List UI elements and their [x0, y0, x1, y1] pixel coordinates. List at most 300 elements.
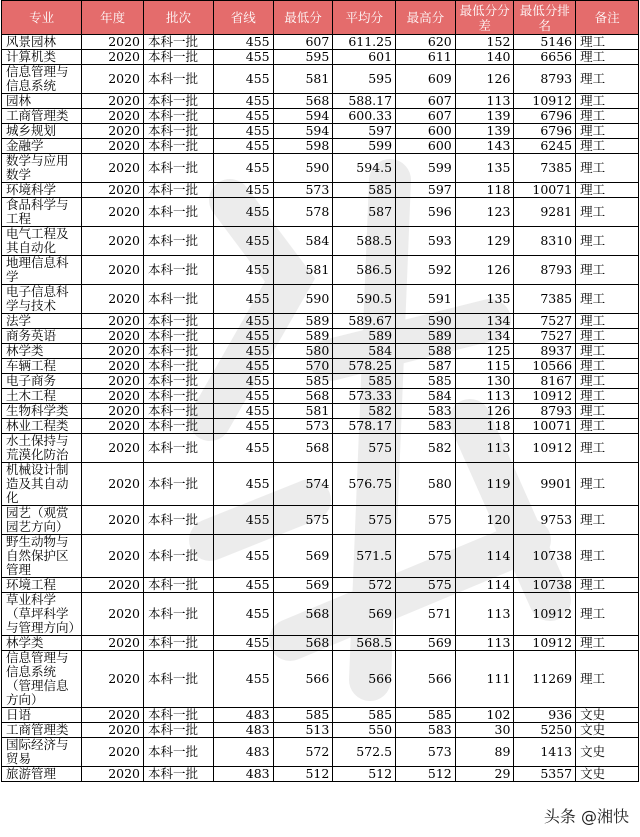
cell-major: 林学类 [2, 344, 82, 359]
cell-max: 591 [396, 285, 456, 314]
cell-min: 573 [273, 183, 333, 198]
table-row [2, 256, 639, 285]
cell-avg: 611.25 [333, 35, 396, 50]
header-avg: 平均分 [333, 1, 396, 35]
cell-diff: 152 [455, 35, 514, 50]
header-line: 省线 [213, 1, 273, 35]
cell-batch: 本科一批 [144, 124, 214, 139]
cell-rank: 10071 [514, 419, 576, 434]
cell-rank: 5357 [514, 767, 576, 782]
cell-year: 2020 [82, 314, 144, 329]
cell-avg: 590.5 [333, 285, 396, 314]
cell-rank: 8167 [514, 374, 576, 389]
cell-max: 596 [396, 198, 456, 227]
cell-max: 600 [396, 139, 456, 154]
cell-major: 生物科学类 [2, 404, 82, 419]
cell-line: 455 [213, 593, 273, 636]
cell-note: 理工 [576, 463, 639, 506]
cell-max: 607 [396, 109, 456, 124]
cell-avg: 572 [333, 578, 396, 593]
table-row [2, 94, 639, 109]
cell-rank: 7527 [514, 329, 576, 344]
cell-avg: 588.5 [333, 227, 396, 256]
cell-min: 585 [273, 374, 333, 389]
cell-min: 568 [273, 593, 333, 636]
cell-max: 592 [396, 256, 456, 285]
cell-avg: 512 [333, 767, 396, 782]
cell-min: 584 [273, 227, 333, 256]
cell-batch: 本科一批 [144, 374, 214, 389]
cell-major: 工商管理类 [2, 109, 82, 124]
cell-avg: 585 [333, 374, 396, 389]
cell-major: 城乡规划 [2, 124, 82, 139]
cell-major: 商务英语 [2, 329, 82, 344]
cell-line: 455 [213, 578, 273, 593]
table-row [2, 285, 639, 314]
cell-year: 2020 [82, 404, 144, 419]
cell-batch: 本科一批 [144, 708, 214, 723]
cell-note: 理工 [576, 419, 639, 434]
cell-batch: 本科一批 [144, 434, 214, 463]
cell-major: 地理信息科学 [2, 256, 82, 285]
cell-max: 575 [396, 506, 456, 535]
cell-line: 483 [213, 708, 273, 723]
cell-max: 512 [396, 767, 456, 782]
cell-batch: 本科一批 [144, 767, 214, 782]
table-row [2, 344, 639, 359]
cell-line: 483 [213, 738, 273, 767]
table-row [2, 389, 639, 404]
cell-line: 455 [213, 651, 273, 708]
cell-max: 593 [396, 227, 456, 256]
cell-rank: 8793 [514, 256, 576, 285]
cell-min: 566 [273, 651, 333, 708]
cell-diff: 113 [455, 593, 514, 636]
cell-max: 566 [396, 651, 456, 708]
cell-rank: 8310 [514, 227, 576, 256]
cell-year: 2020 [82, 94, 144, 109]
cell-avg: 571.5 [333, 535, 396, 578]
cell-note: 理工 [576, 578, 639, 593]
cell-note: 理工 [576, 389, 639, 404]
cell-note: 理工 [576, 227, 639, 256]
cell-rank: 8937 [514, 344, 576, 359]
cell-major: 环境工程 [2, 578, 82, 593]
cell-line: 483 [213, 723, 273, 738]
cell-year: 2020 [82, 738, 144, 767]
cell-avg: 587 [333, 198, 396, 227]
cell-major: 车辆工程 [2, 359, 82, 374]
cell-rank: 10912 [514, 636, 576, 651]
cell-note: 理工 [576, 256, 639, 285]
cell-avg: 588.17 [333, 94, 396, 109]
cell-diff: 119 [455, 463, 514, 506]
footer-watermark-text: 头条 @湘快 [541, 804, 632, 827]
cell-major: 信息管理与信息系统（管理信息方向） [2, 651, 82, 708]
cell-diff: 135 [455, 154, 514, 183]
cell-major: 林学类 [2, 636, 82, 651]
cell-rank: 5146 [514, 35, 576, 50]
cell-major: 电气工程及其自动化 [2, 227, 82, 256]
cell-note: 理工 [576, 636, 639, 651]
cell-note: 文史 [576, 767, 639, 782]
cell-major: 计算机类 [2, 50, 82, 65]
cell-min: 580 [273, 344, 333, 359]
cell-year: 2020 [82, 183, 144, 198]
cell-major: 林业工程类 [2, 419, 82, 434]
cell-line: 455 [213, 65, 273, 94]
cell-major: 园林 [2, 94, 82, 109]
cell-avg: 569 [333, 593, 396, 636]
cell-diff: 126 [455, 404, 514, 419]
header-year: 年度 [82, 1, 144, 35]
cell-year: 2020 [82, 329, 144, 344]
cell-note: 理工 [576, 198, 639, 227]
cell-diff: 118 [455, 183, 514, 198]
cell-rank: 10912 [514, 593, 576, 636]
cell-batch: 本科一批 [144, 183, 214, 198]
table-row [2, 434, 639, 463]
cell-line: 455 [213, 198, 273, 227]
cell-diff: 113 [455, 636, 514, 651]
cell-min: 598 [273, 139, 333, 154]
cell-avg: 578.17 [333, 419, 396, 434]
cell-max: 571 [396, 593, 456, 636]
cell-line: 455 [213, 256, 273, 285]
cell-max: 609 [396, 65, 456, 94]
cell-avg: 586.5 [333, 256, 396, 285]
cell-rank: 6656 [514, 50, 576, 65]
cell-rank: 10912 [514, 434, 576, 463]
cell-diff: 130 [455, 374, 514, 389]
cell-diff: 30 [455, 723, 514, 738]
cell-batch: 本科一批 [144, 389, 214, 404]
cell-rank: 7385 [514, 154, 576, 183]
table-row [2, 183, 639, 198]
cell-year: 2020 [82, 109, 144, 124]
cell-min: 572 [273, 738, 333, 767]
cell-year: 2020 [82, 434, 144, 463]
table-row [2, 723, 639, 738]
cell-line: 455 [213, 535, 273, 578]
cell-min: 568 [273, 636, 333, 651]
cell-max: 611 [396, 50, 456, 65]
table-row [2, 154, 639, 183]
table-row [2, 578, 639, 593]
cell-year: 2020 [82, 389, 144, 404]
cell-line: 455 [213, 344, 273, 359]
cell-year: 2020 [82, 723, 144, 738]
cell-line: 455 [213, 329, 273, 344]
table-row [2, 767, 639, 782]
cell-diff: 140 [455, 50, 514, 65]
cell-line: 455 [213, 374, 273, 389]
cell-line: 455 [213, 285, 273, 314]
table-row [2, 65, 639, 94]
cell-diff: 129 [455, 227, 514, 256]
header-diff: 最低分分差 [455, 1, 514, 35]
cell-max: 590 [396, 314, 456, 329]
cell-note: 理工 [576, 183, 639, 198]
cell-note: 理工 [576, 593, 639, 636]
cell-major: 国际经济与贸易 [2, 738, 82, 767]
cell-line: 455 [213, 463, 273, 506]
cell-min: 569 [273, 535, 333, 578]
cell-diff: 120 [455, 506, 514, 535]
cell-major: 土木工程 [2, 389, 82, 404]
cell-note: 理工 [576, 535, 639, 578]
cell-min: 513 [273, 723, 333, 738]
cell-max: 599 [396, 154, 456, 183]
cell-year: 2020 [82, 124, 144, 139]
cell-avg: 584 [333, 344, 396, 359]
cell-min: 595 [273, 50, 333, 65]
cell-diff: 111 [455, 651, 514, 708]
cell-year: 2020 [82, 227, 144, 256]
cell-batch: 本科一批 [144, 50, 214, 65]
table-row [2, 374, 639, 389]
cell-diff: 115 [455, 359, 514, 374]
cell-avg: 601 [333, 50, 396, 65]
cell-diff: 125 [455, 344, 514, 359]
table-row [2, 463, 639, 506]
table-row [2, 419, 639, 434]
cell-note: 理工 [576, 285, 639, 314]
cell-max: 620 [396, 35, 456, 50]
cell-year: 2020 [82, 50, 144, 65]
cell-rank: 9753 [514, 506, 576, 535]
cell-note: 理工 [576, 651, 639, 708]
cell-year: 2020 [82, 35, 144, 50]
cell-avg: 572.5 [333, 738, 396, 767]
cell-rank: 6796 [514, 109, 576, 124]
cell-line: 455 [213, 124, 273, 139]
cell-major: 金融学 [2, 139, 82, 154]
cell-note: 理工 [576, 50, 639, 65]
cell-batch: 本科一批 [144, 139, 214, 154]
cell-diff: 102 [455, 708, 514, 723]
cell-line: 455 [213, 434, 273, 463]
cell-line: 455 [213, 389, 273, 404]
cell-line: 455 [213, 419, 273, 434]
cell-major: 食品科学与工程 [2, 198, 82, 227]
cell-rank: 6245 [514, 139, 576, 154]
cell-batch: 本科一批 [144, 329, 214, 344]
cell-min: 590 [273, 154, 333, 183]
table-row [2, 109, 639, 124]
cell-diff: 134 [455, 314, 514, 329]
header-note: 备注 [576, 1, 639, 35]
cell-major: 草业科学（草坪科学与管理方向） [2, 593, 82, 636]
cell-note: 理工 [576, 65, 639, 94]
cell-min: 574 [273, 463, 333, 506]
cell-note: 理工 [576, 344, 639, 359]
cell-max: 597 [396, 183, 456, 198]
table-row [2, 359, 639, 374]
cell-avg: 566 [333, 651, 396, 708]
cell-min: 568 [273, 94, 333, 109]
table-row [2, 50, 639, 65]
cell-batch: 本科一批 [144, 404, 214, 419]
cell-rank: 10912 [514, 94, 576, 109]
cell-batch: 本科一批 [144, 285, 214, 314]
cell-rank: 10566 [514, 359, 576, 374]
cell-max: 575 [396, 535, 456, 578]
cell-year: 2020 [82, 154, 144, 183]
cell-rank: 10738 [514, 578, 576, 593]
cell-rank: 10912 [514, 389, 576, 404]
cell-max: 583 [396, 404, 456, 419]
cell-avg: 575 [333, 506, 396, 535]
cell-note: 理工 [576, 94, 639, 109]
cell-year: 2020 [82, 344, 144, 359]
cell-diff: 123 [455, 198, 514, 227]
cell-line: 483 [213, 767, 273, 782]
table-row [2, 35, 639, 50]
cell-note: 理工 [576, 506, 639, 535]
cell-rank: 7527 [514, 314, 576, 329]
cell-line: 455 [213, 109, 273, 124]
cell-year: 2020 [82, 256, 144, 285]
cell-major: 日语 [2, 708, 82, 723]
cell-batch: 本科一批 [144, 198, 214, 227]
cell-avg: 600.33 [333, 109, 396, 124]
cell-batch: 本科一批 [144, 723, 214, 738]
cell-diff: 114 [455, 578, 514, 593]
cell-note: 理工 [576, 359, 639, 374]
cell-year: 2020 [82, 578, 144, 593]
cell-batch: 本科一批 [144, 419, 214, 434]
cell-diff: 139 [455, 124, 514, 139]
table-row [2, 404, 639, 419]
cell-max: 583 [396, 723, 456, 738]
cell-year: 2020 [82, 506, 144, 535]
header-max: 最高分 [396, 1, 456, 35]
cell-note: 理工 [576, 404, 639, 419]
cell-batch: 本科一批 [144, 359, 214, 374]
cell-major: 数学与应用数学 [2, 154, 82, 183]
cell-rank: 5250 [514, 723, 576, 738]
cell-note: 文史 [576, 723, 639, 738]
cell-batch: 本科一批 [144, 535, 214, 578]
cell-batch: 本科一批 [144, 344, 214, 359]
cell-max: 607 [396, 94, 456, 109]
cell-avg: 585 [333, 183, 396, 198]
cell-min: 581 [273, 65, 333, 94]
header-batch: 批次 [144, 1, 214, 35]
cell-max: 573 [396, 738, 456, 767]
cell-min: 590 [273, 285, 333, 314]
cell-note: 理工 [576, 35, 639, 50]
cell-year: 2020 [82, 593, 144, 636]
cell-avg: 576.75 [333, 463, 396, 506]
cell-min: 589 [273, 329, 333, 344]
cell-max: 584 [396, 389, 456, 404]
cell-year: 2020 [82, 139, 144, 154]
cell-major: 水土保持与荒漠化防治 [2, 434, 82, 463]
table-row [2, 227, 639, 256]
cell-line: 455 [213, 506, 273, 535]
cell-avg: 550 [333, 723, 396, 738]
cell-avg: 599 [333, 139, 396, 154]
cell-major: 信息管理与信息系统 [2, 65, 82, 94]
cell-min: 581 [273, 256, 333, 285]
cell-diff: 118 [455, 419, 514, 434]
cell-line: 455 [213, 94, 273, 109]
cell-year: 2020 [82, 535, 144, 578]
cell-year: 2020 [82, 708, 144, 723]
cell-max: 585 [396, 708, 456, 723]
cell-diff: 113 [455, 389, 514, 404]
cell-note: 文史 [576, 738, 639, 767]
cell-batch: 本科一批 [144, 35, 214, 50]
table-row [2, 329, 639, 344]
cell-min: 589 [273, 314, 333, 329]
cell-max: 580 [396, 463, 456, 506]
cell-line: 455 [213, 50, 273, 65]
cell-line: 455 [213, 183, 273, 198]
cell-avg: 573.33 [333, 389, 396, 404]
cell-max: 583 [396, 419, 456, 434]
table-row [2, 636, 639, 651]
cell-diff: 135 [455, 285, 514, 314]
cell-max: 587 [396, 359, 456, 374]
cell-line: 455 [213, 359, 273, 374]
cell-batch: 本科一批 [144, 578, 214, 593]
cell-batch: 本科一批 [144, 65, 214, 94]
header-row [2, 1, 639, 35]
cell-diff: 29 [455, 767, 514, 782]
cell-rank: 1413 [514, 738, 576, 767]
table-row [2, 198, 639, 227]
cell-max: 589 [396, 329, 456, 344]
cell-max: 588 [396, 344, 456, 359]
cell-max: 569 [396, 636, 456, 651]
cell-min: 569 [273, 578, 333, 593]
cell-min: 568 [273, 389, 333, 404]
cell-diff: 139 [455, 109, 514, 124]
cell-diff: 114 [455, 535, 514, 578]
cell-batch: 本科一批 [144, 738, 214, 767]
cell-diff: 143 [455, 139, 514, 154]
cell-batch: 本科一批 [144, 593, 214, 636]
cell-rank: 10738 [514, 535, 576, 578]
cell-year: 2020 [82, 374, 144, 389]
cell-min: 570 [273, 359, 333, 374]
cell-year: 2020 [82, 285, 144, 314]
table-row [2, 124, 639, 139]
cell-major: 工商管理类 [2, 723, 82, 738]
admission-scores-table [1, 0, 639, 782]
cell-note: 理工 [576, 109, 639, 124]
cell-min: 585 [273, 708, 333, 723]
table-row [2, 506, 639, 535]
cell-min: 594 [273, 124, 333, 139]
cell-major: 风景园林 [2, 35, 82, 50]
cell-major: 环境科学 [2, 183, 82, 198]
cell-batch: 本科一批 [144, 506, 214, 535]
cell-note: 理工 [576, 374, 639, 389]
cell-avg: 578.25 [333, 359, 396, 374]
cell-max: 575 [396, 578, 456, 593]
cell-rank: 9281 [514, 198, 576, 227]
cell-diff: 126 [455, 65, 514, 94]
cell-max: 585 [396, 374, 456, 389]
cell-rank: 7385 [514, 285, 576, 314]
cell-diff: 126 [455, 256, 514, 285]
cell-line: 455 [213, 154, 273, 183]
cell-year: 2020 [82, 198, 144, 227]
